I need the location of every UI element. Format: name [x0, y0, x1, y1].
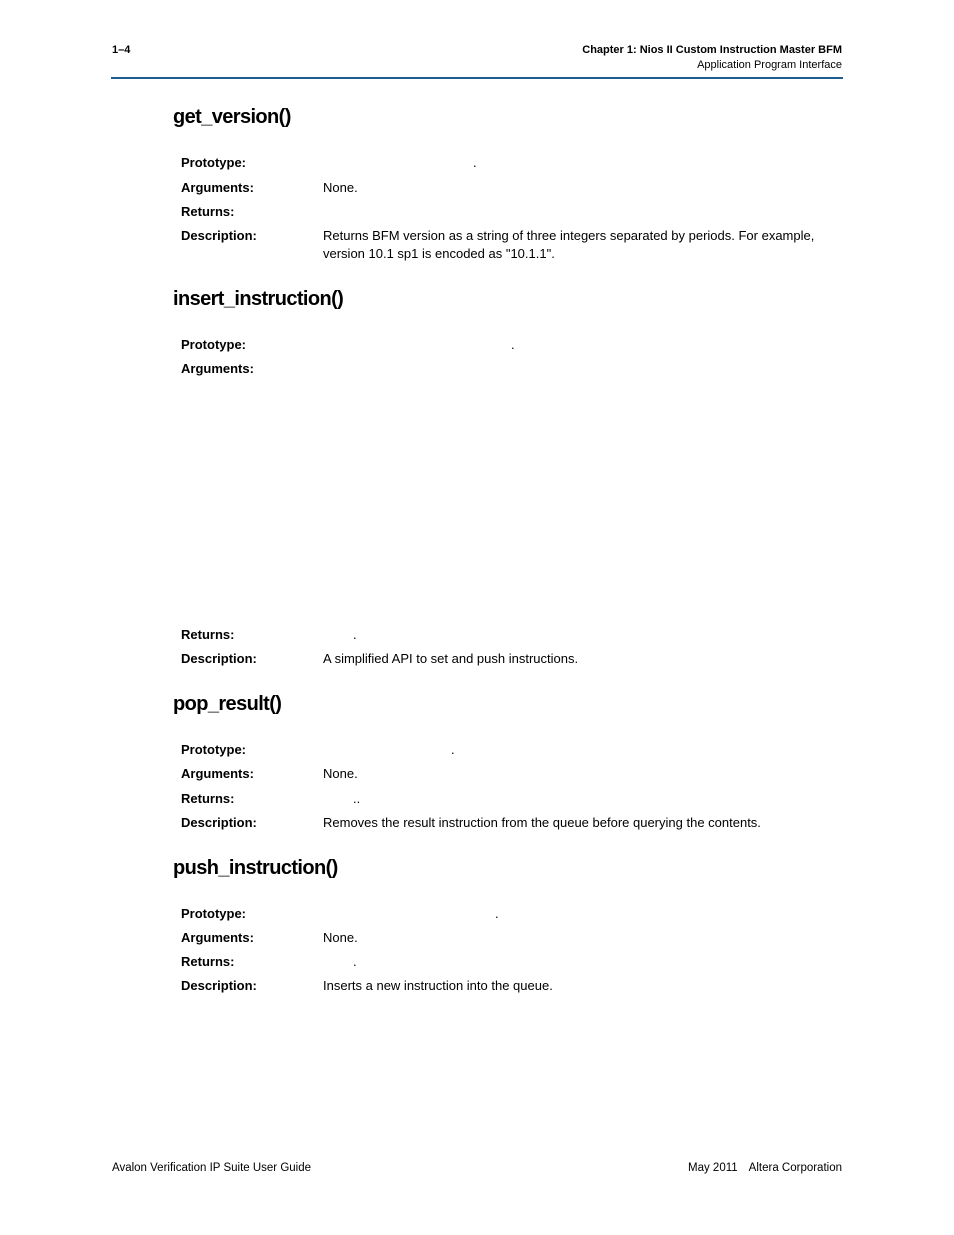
arguments-value: None. — [323, 766, 358, 781]
prototype-value: . — [511, 337, 515, 352]
arguments-value: None. — [323, 930, 358, 945]
returns-value: . — [353, 627, 357, 642]
footer-date: May 2011 — [688, 1162, 738, 1174]
description-value: A simplified API to set and push instructions. — [323, 651, 579, 666]
arguments-label: Arguments: — [181, 361, 254, 376]
footer-guide-title: Avalon Verification IP Suite User Guide — [112, 1162, 312, 1174]
returns-label: Returns: — [181, 954, 235, 969]
arguments-label: Arguments: — [181, 766, 254, 781]
arguments-value: None. — [323, 180, 358, 195]
description-label: Description: — [181, 651, 257, 666]
returns-label: Returns: — [181, 791, 235, 806]
page-number: 1–4 — [112, 44, 131, 56]
prototype-label: Prototype: — [181, 337, 246, 352]
description-label: Description: — [181, 228, 257, 243]
section-heading-get-version: get_version() — [173, 106, 291, 128]
footer-date-company — [688, 1162, 842, 1174]
arguments-label: Arguments: — [181, 930, 254, 945]
prototype-label: Prototype: — [181, 155, 246, 170]
description-value: Returns BFM version as a string of three integers separated by periods. For example, version 10.1 sp1 is encoded as "10.1.1". — [323, 228, 815, 261]
description-label: Description: — [181, 978, 257, 993]
arguments-label: Arguments: — [181, 180, 254, 195]
chapter-title: Chapter 1: Nios II Custom Instruction Master BFM — [582, 44, 842, 56]
description-value: Removes the result instruction from the queue before querying the contents. — [323, 815, 761, 830]
description-value: Inserts a new instruction into the queue. — [323, 978, 553, 993]
prototype-value: . — [495, 906, 499, 921]
footer-company: Altera Corporation — [748, 1162, 842, 1174]
prototype-label: Prototype: — [181, 742, 246, 757]
header-rule — [111, 77, 843, 79]
section-heading-push-instruction: push_instruction() — [173, 857, 338, 879]
prototype-label: Prototype: — [181, 906, 246, 921]
returns-value: .. — [353, 791, 361, 806]
prototype-value: . — [473, 155, 477, 170]
returns-label: Returns: — [181, 627, 235, 642]
section-heading-insert-instruction: insert_instruction() — [173, 288, 344, 310]
prototype-value: . — [451, 742, 455, 757]
section-heading-pop-result: pop_result() — [173, 693, 282, 715]
returns-value: . — [353, 954, 357, 969]
section-name: Application Program Interface — [697, 59, 842, 71]
description-label: Description: — [181, 815, 257, 830]
returns-label: Returns: — [181, 204, 235, 219]
